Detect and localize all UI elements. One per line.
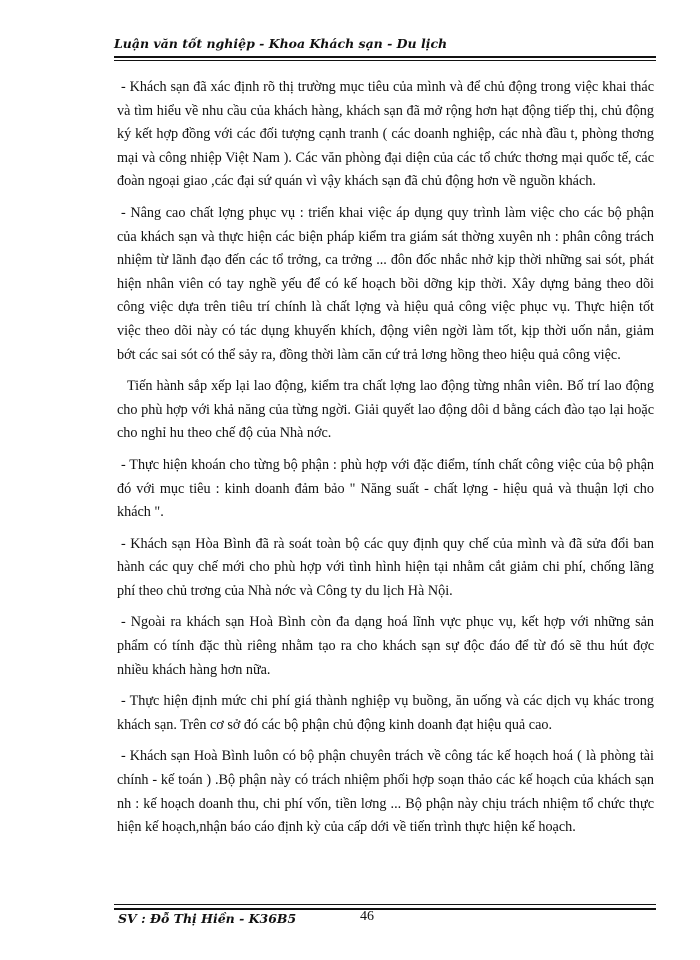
paragraph: - Thực hiện định mức chi phí giá thành nghiệp vụ buồng, ăn uống và các dịch vụ khác trong khách sạn. Trên cơ sở đó các bộ phận chủ động kinh doanh đạt hiệu quả cao. — [117, 693, 654, 733]
page-number: 46 — [360, 909, 374, 924]
header-rule — [114, 56, 656, 58]
paragraph: Tiến hành sắp xếp lại lao động, kiểm tra chất lợng lao động từng nhân viên. Bố trí lao động cho phù hợp với khả năng của từng ngời. Giải quyết lao động dôi d bằng cách đào tạo lại hoặc cho nghỉ hu theo chế độ của Nhà nớc. — [117, 378, 654, 442]
paragraph: - Khách sạn Hoà Bình luôn có bộ phận chuyên trách về công tác kế hoạch hoá ( là phòng tài chính - kế toán ) .Bộ phận này có trách nhiệm phối hợp soạn thảo các kế hoạch của khách sạn nh : kế hoạch doanh thu, chi phí vốn, tiền lơng ... Bộ phận này chịu trách nhiệm tổ chức thực hiện kế hoạch,nhận báo cáo định kỳ của cấp dới về tiến trình thực hiện kế hoạch. — [117, 748, 654, 836]
document-body — [117, 76, 654, 848]
page-header-title: Luận văn tốt nghiệp - Khoa Khách sạn - Du lịch — [114, 36, 448, 51]
paragraph: - Khách sạn Hòa Bình đã rà soát toàn bộ các quy định quy chế của mình và đã sửa đổi ban hành các quy chế mới cho phù hợp với tình hình hiện tại nhằm cắt giảm chi phí, chống lãng phí theo chủ trơng của Nhà nớc và Công ty du lịch Hà Nội. — [117, 535, 654, 599]
paragraph: - Khách sạn đã xác định rõ thị trường mục tiêu của mình và để chủ động trong việc khai thác và tìm hiểu về nhu cầu của khách hàng, khách sạn đã mở rộng hơn hạt động tiếp thị, chủ động ký kết hợp đồng với các đối tượng cạnh tranh ( các doanh nghiệp, các nhà đầu t, phòng thơng mại và công nhiệp Việt Nam ). Các văn phòng đại diện của các tổ chức thơng mại quốc tế, các đoàn ngoại giao ,các đại sứ quán vì vậy khách sạn đã chủ động hơn về nguồn khách. — [117, 79, 654, 190]
paragraph: - Ngoài ra khách sạn Hoà Bình còn đa dạng hoá lĩnh vực phục vụ, kết hợp với những sản phẩm có tính đặc thù riêng nhằm tạo ra cho khách sạn sự độc đáo để từ đó sẽ thu hút đợc nhiều khách hàng hơn nữa. — [117, 614, 654, 678]
paragraph: - Thực hiện khoán cho từng bộ phận : phù hợp với đặc điểm, tính chất công việc của bộ phận đó với mục tiêu : kinh doanh đảm bảo " Năng suất - chất lợng - hiệu quả và thuận lợi cho khách ". — [117, 456, 654, 521]
footer-rule — [114, 904, 656, 905]
footer-author: SV : Đỗ Thị Hiền - K36B5 — [118, 911, 297, 926]
footer-rule-secondary — [114, 908, 656, 910]
header-rule-secondary — [114, 60, 656, 61]
paragraph: - Nâng cao chất lợng phục vụ : triển khai việc áp dụng quy trình làm việc cho các bộ phận của khách sạn và thực hiện các biện pháp kiểm tra giám sát thờng xuyên nh : phân công trách nhiệm từ lãnh đạo đến các tổ trởng, ca trởng ... đôn đốc nhắc nhở kịp thời những sai sót, phát hiện nhân viên có tay nghề yếu để có kế hoạch bồi dỡng kịp thời. Xây dựng bảng theo dõi công việc dựa trên tiêu trí chính là chất lợng và hiệu quả công việc phục vụ. Thực hiện tốt việc theo dõi này có tác dụng khuyến khích, động viên ngời làm tốt, kịp thời uốn nắn, giảm bớt các sai sót có thể sảy ra, đồng thời làm căn cứ trả lơng hồng theo hiệu quả công việc. — [117, 204, 654, 363]
